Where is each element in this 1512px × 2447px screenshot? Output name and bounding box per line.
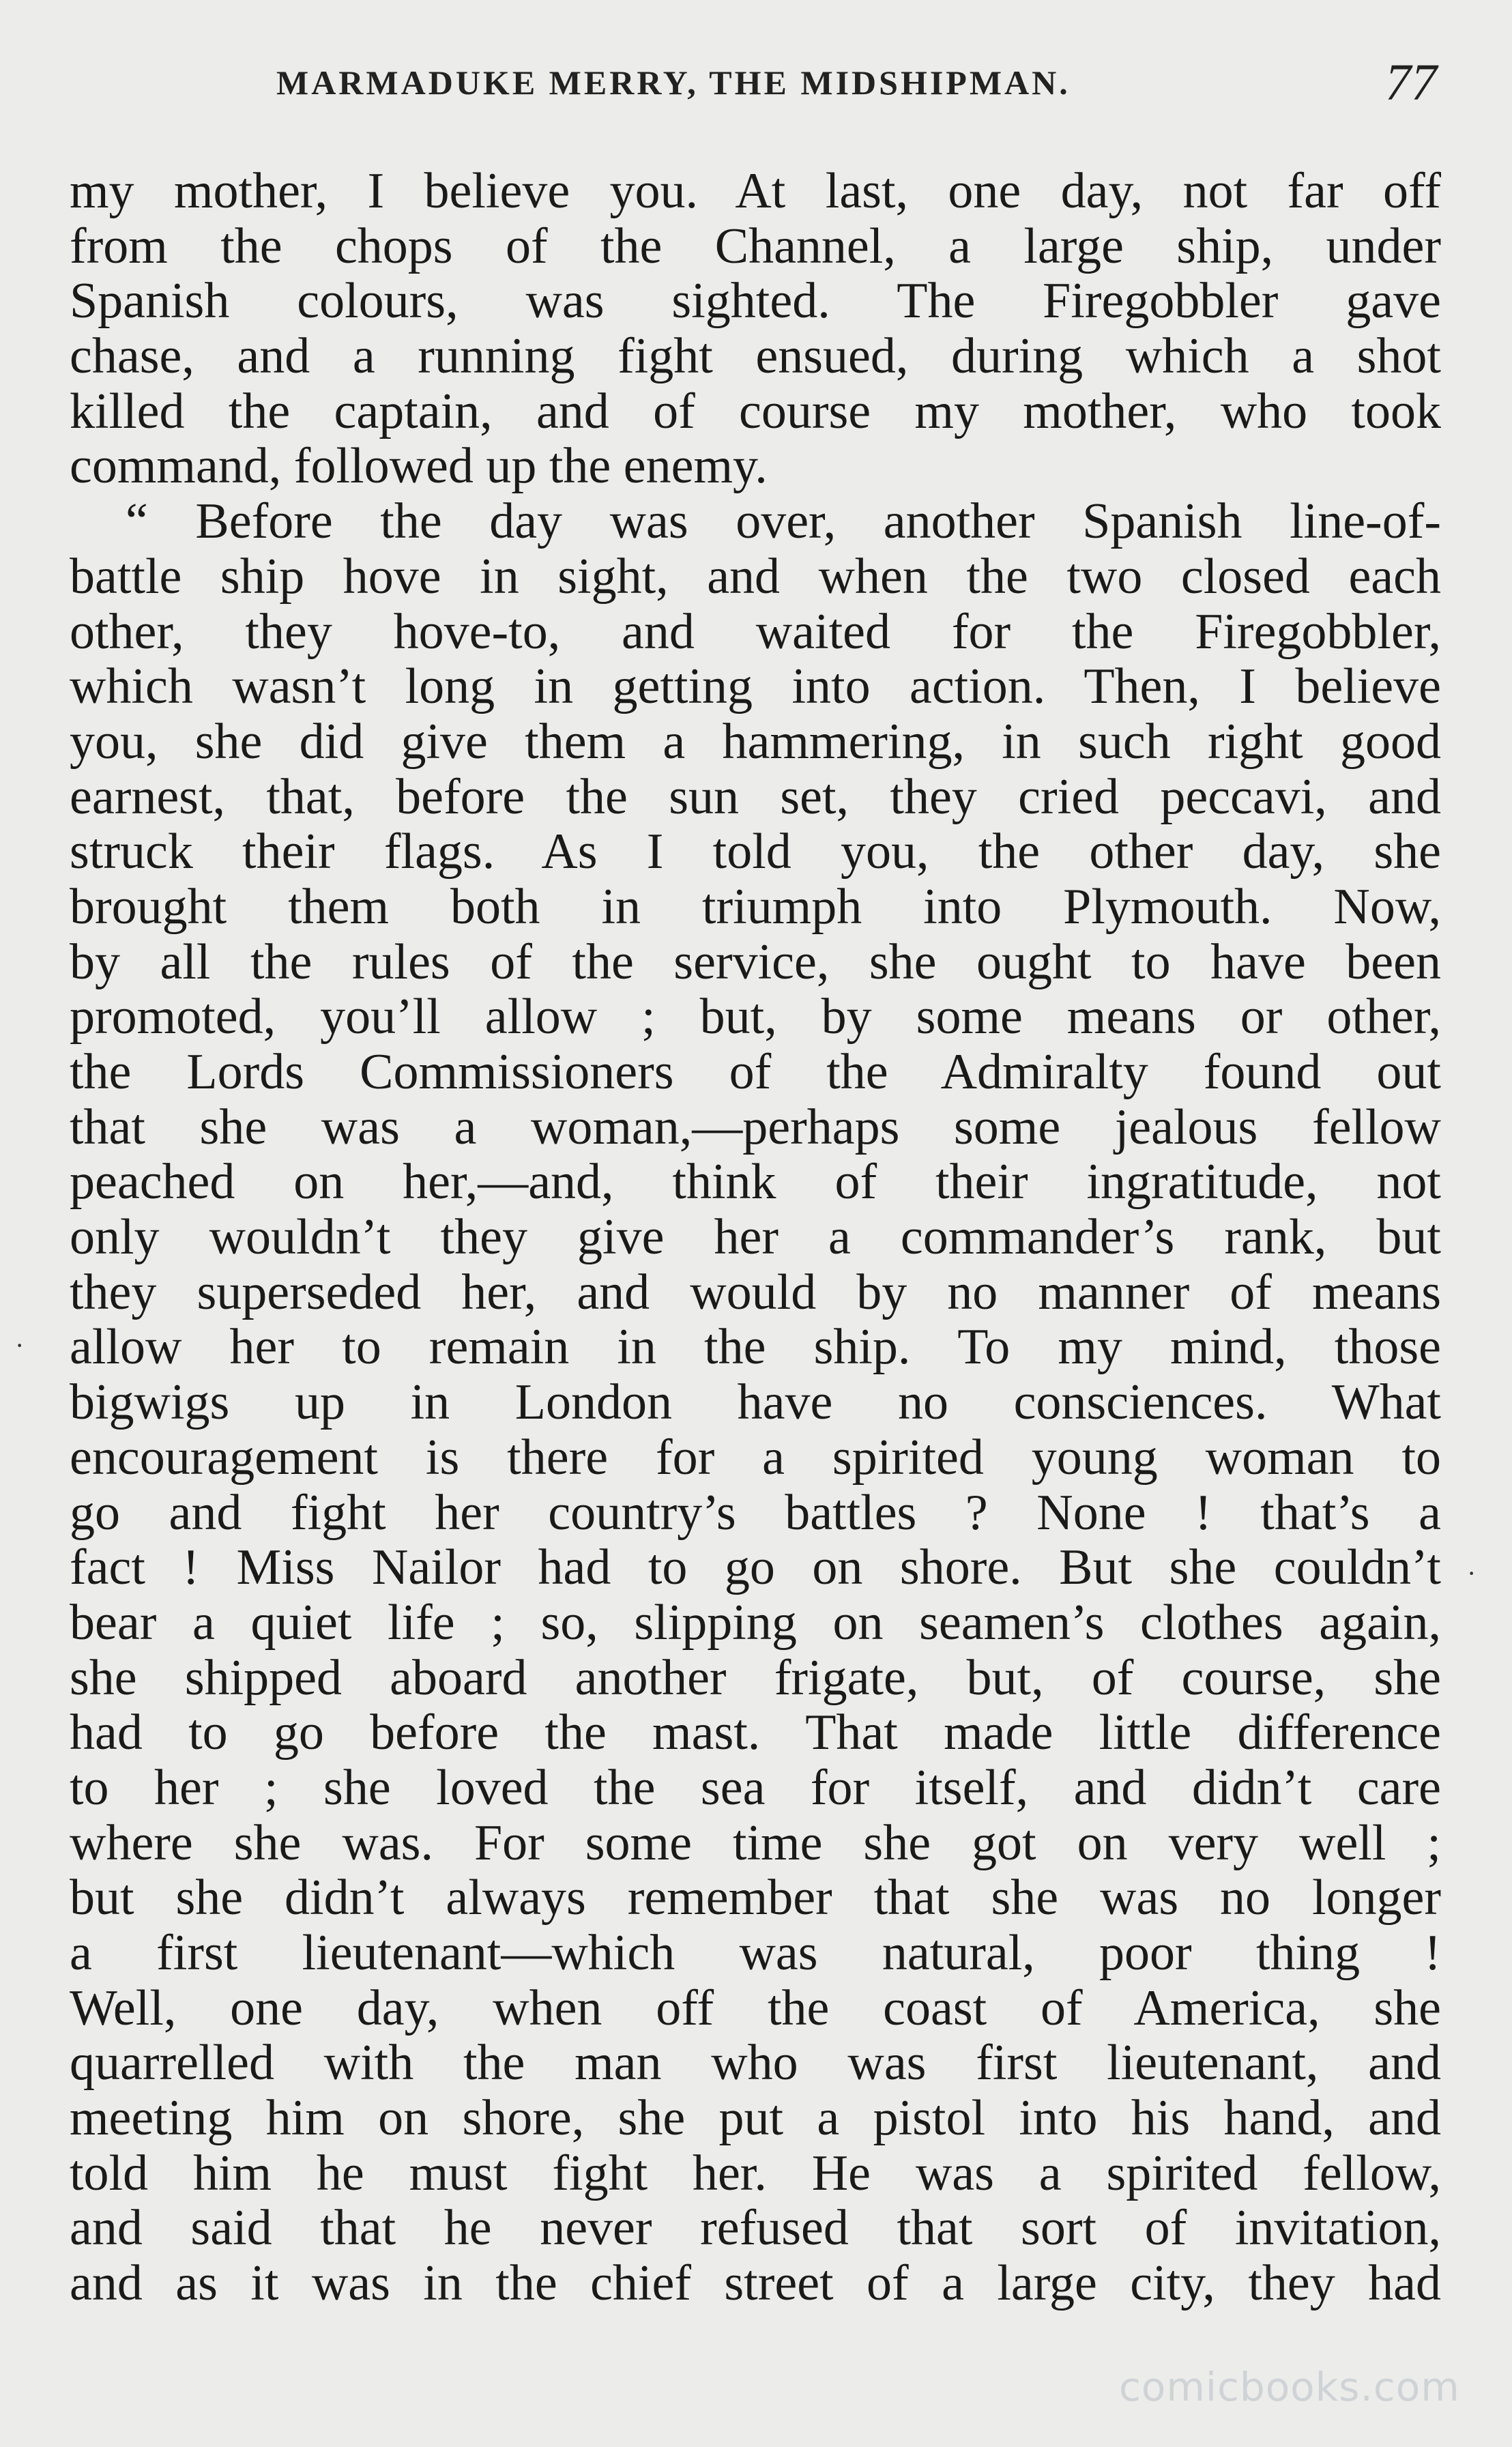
text-line: fact ! Miss Nailor had to go on shore. But she couldn’t xyxy=(70,1539,1441,1596)
text-line: earnest, that, before the sun set, they cried peccavi, and xyxy=(70,768,1441,825)
text-line: brought them both in triumph into Plymouth. Now, xyxy=(70,878,1441,935)
text-line: go and fight her country’s battles ? None ! that’s a xyxy=(70,1484,1441,1541)
text-line: Well, one day, when off the coast of America, she xyxy=(70,1980,1441,2036)
text-line: command, followed up the enemy. xyxy=(70,438,768,495)
body-text xyxy=(70,164,1441,2311)
text-line: but she didn’t always remember that she was no longer xyxy=(70,1870,1441,1926)
text-line: the Lords Commissioners of the Admiralty found out xyxy=(70,1044,1441,1100)
text-line: killed the captain, and of course my mother, who took xyxy=(70,383,1441,439)
text-line: Spanish colours, was sighted. The Firegobbler gave xyxy=(70,273,1441,330)
text-line: meeting him on shore, she put a pistol into his hand, and xyxy=(70,2090,1441,2147)
text-line: told him he must fight her. He was a spirited fellow, xyxy=(70,2145,1441,2201)
text-line: bigwigs up in London have no consciences. What xyxy=(70,1374,1441,1431)
text-line: and said that he never refused that sort of invitation, xyxy=(70,2200,1441,2257)
text-line: from the chops of the Channel, a large ship, under xyxy=(70,218,1441,274)
text-line: other, they hove-to, and waited for the Firegobbler, xyxy=(70,603,1441,660)
text-line: bear a quiet life ; so, slipping on seamen’s clothes again, xyxy=(70,1594,1441,1651)
text-line: where she was. For some time she got on very well ; xyxy=(70,1814,1441,1871)
text-line: she shipped aboard another frigate, but, of course, she xyxy=(70,1649,1441,1706)
text-line: had to go before the mast. That made little difference xyxy=(70,1705,1441,1761)
text-line: my mother, I believe you. At last, one day, not far off xyxy=(70,163,1441,219)
watermark: comicbooks.com xyxy=(1119,2364,1460,2410)
text-line: “ Before the day was over, another Spanish line-of- xyxy=(126,493,1441,550)
text-line: by all the rules of the service, she ought to have been xyxy=(70,933,1441,990)
text-line: encouragement is there for a spirited young woman to xyxy=(70,1429,1441,1486)
page-number: 77 xyxy=(1385,54,1437,111)
text-line: that she was a woman,—perhaps some jealous fellow xyxy=(70,1099,1441,1155)
text-line: to her ; she loved the sea for itself, and didn’t care xyxy=(70,1759,1441,1816)
text-line: which wasn’t long in getting into action. Then, I believe xyxy=(70,658,1441,715)
text-line: they superseded her, and would by no manner of means xyxy=(70,1264,1441,1320)
text-line: allow her to remain in the ship. To my mind, those xyxy=(70,1319,1441,1376)
text-line: struck their flags. As I told you, the other day, she xyxy=(70,824,1441,880)
text-line: promoted, you’ll allow ; but, by some means or other, xyxy=(70,989,1441,1045)
text-line: chase, and a running fight ensued, during which a shot xyxy=(70,328,1441,385)
text-line: quarrelled with the man who was first lieutenant, and xyxy=(70,2035,1441,2091)
text-line: a first lieutenant—which was natural, poor thing ! xyxy=(70,1925,1441,1981)
text-line: and as it was in the chief street of a large city, they had xyxy=(70,2255,1441,2312)
text-line: only wouldn’t they give her a commander’s rank, but xyxy=(70,1209,1441,1266)
text-line: battle ship hove in sight, and when the two closed each xyxy=(70,548,1441,605)
text-line: you, she did give them a hammering, in such right good xyxy=(70,713,1441,770)
text-line: peached on her,—and, think of their ingratitude, not xyxy=(70,1154,1441,1211)
print-speck: · xyxy=(15,1330,25,1361)
running-title: MARMADUKE MERRY, THE MIDSHIPMAN. xyxy=(276,63,1071,102)
print-speck: · xyxy=(1467,1558,1477,1589)
